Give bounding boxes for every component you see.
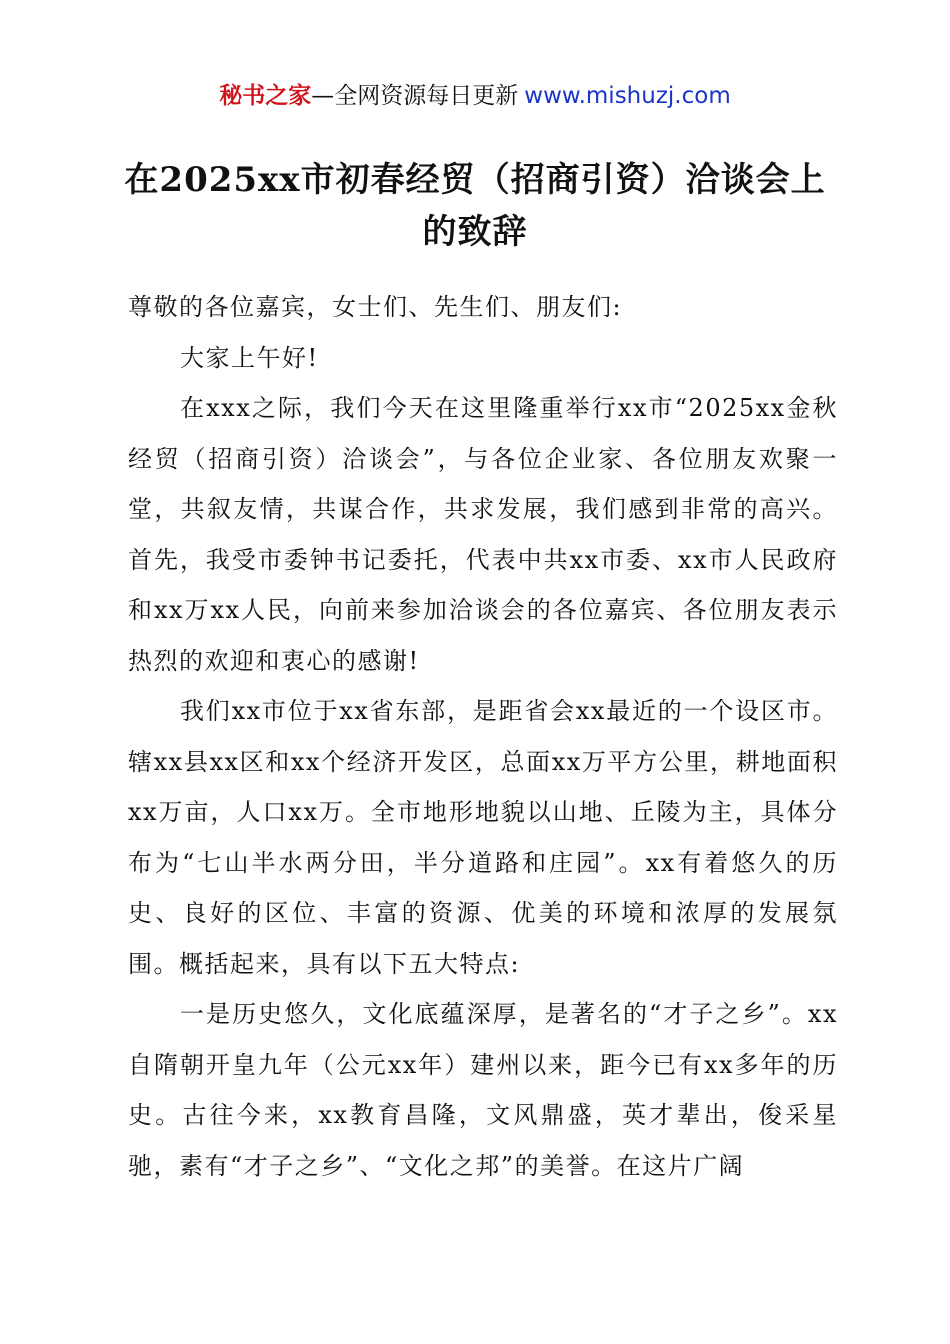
document-title: 在2025xx市初春经贸（招商引资）洽谈会上的致辞 — [124, 160, 826, 252]
site-slogan: 全网资源每日更新 — [334, 83, 519, 109]
site-brand: 秘书之家 — [219, 83, 312, 109]
paragraph-feature-one: 一是历史悠久，文化底蕴深厚，是著名的“才子之乡”。xx自隋朝开皇九年（公元xx年）建州以来，距今已有xx多年的历史。古往今来，xx教育昌隆，文风鼎盛，英才辈出，俊采星驰，素有“才子之乡”、“文化之邦”的美誉。在这片广阔 — [128, 1000, 838, 1180]
document-body — [128, 282, 838, 1191]
paragraph-city-intro: 我们xx市位于xx省东部，是距省会xx最近的一个设区市。辖xx县xx区和xx个经济开发区，总面xx万平方公里，耕地面积xx万亩，人口xx万。全市地形地貌以山地、丘陵为主，具体分布为“七山半水两分田，半分道路和庄园”。xx有着悠久的历史、良好的区位、丰富的资源、优美的环境和浓厚的发展氛围。概括起来，具有以下五大特点: — [128, 697, 838, 978]
site-header — [0, 80, 950, 112]
site-url-link[interactable]: www.mishuzj.com — [524, 83, 731, 109]
header-dash: — — [311, 83, 335, 109]
paragraph-welcome: 在xxx之际，我们今天在这里隆重举行xx市“2025xx金秋经贸（招商引资）洽谈会”，与各位企业家、各位朋友欢聚一堂，共叙友情，共谋合作，共求发展，我们感到非常的高兴。首先，我受市委钟书记委托，代表中共xx市委、xx市人民政府和xx万xx人民，向前来参加洽谈会的各位嘉宾、各位朋友表示热烈的欢迎和衷心的感谢! — [128, 394, 838, 675]
salutation: 尊敬的各位嘉宾，女士们、先生们、朋友们: — [128, 293, 623, 321]
paragraph-greeting: 大家上午好! — [180, 343, 319, 372]
